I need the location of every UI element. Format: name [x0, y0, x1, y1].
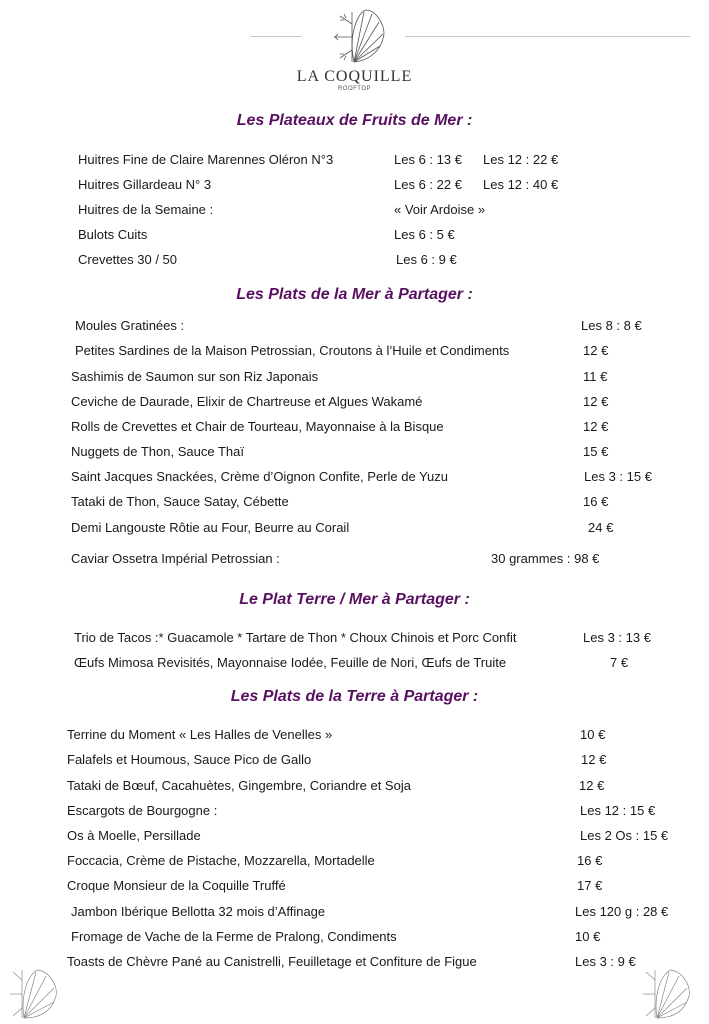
menu-item-price: Les 2 Os : 15 € — [580, 828, 669, 843]
menu-item-name: Saint Jacques Snackées, Crème d’Oignon Confite, Perle de Yuzu — [71, 469, 448, 484]
menu-item-name: Terrine du Moment « Les Halles de Venelles » — [67, 727, 333, 742]
menu-item-name: Huitres de la Semaine : — [78, 202, 214, 217]
menu-item-price: 16 € — [583, 494, 609, 509]
menu-item-price: Les 12 : 15 € — [580, 803, 656, 818]
menu-item-price: 16 € — [577, 853, 603, 868]
menu-item-name: Tataki de Thon, Sauce Satay, Cébette — [71, 494, 289, 509]
menu-item-name: Œufs Mimosa Revisités, Mayonnaise Iodée, Feuille de Nori, Œufs de Truite — [74, 655, 507, 670]
menu-item-price: 12 € — [583, 343, 609, 358]
menu-item-name: Huitres Gillardeau N° 3 — [78, 177, 212, 192]
menu-item-price: Les 3 : 13 € — [583, 630, 651, 645]
menu-item-price: Les 6 : 13 € — [394, 152, 462, 167]
menu-item-price: Les 3 : 15 € — [584, 469, 652, 484]
menu-item-name: Bulots Cuits — [78, 227, 148, 242]
menu-item-name: Ceviche de Daurade, Elixir de Chartreuse et Algues Wakamé — [71, 394, 423, 409]
menu-item-name: Jambon Ibérique Bellotta 32 mois d’Affinage — [71, 904, 326, 919]
menu-item-price: 10 € — [580, 727, 606, 742]
menu-item-price: 12 € — [583, 394, 609, 409]
menu-item-name: Huitres Fine de Claire Marennes Oléron N°3 — [78, 152, 334, 167]
shell-snowflake-logo-icon — [318, 4, 398, 66]
menu-item-price: 12 € — [581, 752, 607, 767]
menu-item-name: Caviar Ossetra Impérial Petrossian : — [71, 551, 280, 566]
menu-item-name: Crevettes 30 / 50 — [78, 252, 177, 267]
brand-subtitle: ROOFTOP — [337, 86, 372, 92]
menu-item-price: Les 6 : 9 € — [396, 252, 457, 267]
section-heading: Les Plats de la Mer à Partager : — [236, 286, 473, 303]
header-rule-left — [250, 36, 302, 37]
brand-logo — [0, 68, 709, 92]
menu-item-price: Les 8 : 8 € — [581, 318, 642, 333]
menu-item-price: Les 6 : 5 € — [394, 227, 455, 242]
menu-item-name: Sashimis de Saumon sur son Riz Japonais — [71, 369, 319, 384]
menu-item-price-secondary: Les 12 : 22 € — [483, 152, 559, 167]
menu-item-price: 11 € — [583, 369, 608, 384]
menu-item-price: 15 € — [583, 444, 609, 459]
menu-item-name: Escargots de Bourgogne : — [67, 803, 218, 818]
menu-item-name: Trio de Tacos :* Guacamole * Tartare de Thon * Choux Chinois et Porc Confit — [74, 630, 517, 645]
menu-item-name: Nuggets de Thon, Sauce Thaï — [71, 444, 244, 459]
menu-item-price: Les 3 : 9 € — [575, 954, 636, 969]
menu-item-name: Tataki de Bœuf, Cacahuètes, Gingembre, Coriandre et Soja — [67, 778, 411, 793]
menu-item-name: Petites Sardines de la Maison Petrossian, Croutons à l’Huile et Condiments — [75, 343, 510, 358]
section-heading: Les Plats de la Terre à Partager : — [230, 688, 479, 705]
header-rule-right — [405, 36, 690, 37]
menu-item-price: Les 120 g : 28 € — [575, 904, 669, 919]
menu-item-price: 12 € — [583, 419, 609, 434]
menu-item-price: 24 € — [588, 520, 614, 535]
menu-item-price: 7 € — [610, 655, 629, 670]
menu-item-price: 12 € — [579, 778, 605, 793]
menu-item-name: Demi Langouste Rôtie au Four, Beurre au Corail — [71, 520, 350, 535]
menu-item-name: Moules Gratinées : — [75, 318, 185, 333]
shell-corner-icon-right — [641, 962, 701, 1022]
menu-item-name: Falafels et Houmous, Sauce Pico de Gallo — [67, 752, 312, 767]
section-heading: Le Plat Terre / Mer à Partager : — [239, 591, 470, 608]
menu-item-name: Os à Moelle, Persillade — [67, 828, 201, 843]
menu-item-name: Fromage de Vache de la Ferme de Pralong, Condiments — [71, 929, 397, 944]
menu-item-name: Croque Monsieur de la Coquille Truffé — [67, 878, 286, 893]
brand-name: LA COQUILLE — [296, 68, 413, 85]
menu-item-price: 30 grammes : 98 € — [491, 551, 600, 566]
menu-item-name: Foccacia, Crème de Pistache, Mozzarella, Mortadelle — [67, 853, 375, 868]
section-heading: Les Plateaux de Fruits de Mer : — [236, 112, 473, 129]
menu-item-name: Rolls de Crevettes et Chair de Tourteau, Mayonnaise à la Bisque — [71, 419, 444, 434]
menu-item-price: « Voir Ardoise » — [394, 202, 486, 217]
menu-item-price: 10 € — [575, 929, 601, 944]
menu-item-price: 17 € — [577, 878, 603, 893]
menu-item-price-secondary: Les 12 : 40 € — [483, 177, 559, 192]
menu-item-price: Les 6 : 22 € — [394, 177, 462, 192]
menu-item-name: Toasts de Chèvre Pané au Canistrelli, Feuilletage et Confiture de Figue — [67, 954, 477, 969]
shell-corner-icon-left — [8, 962, 68, 1022]
